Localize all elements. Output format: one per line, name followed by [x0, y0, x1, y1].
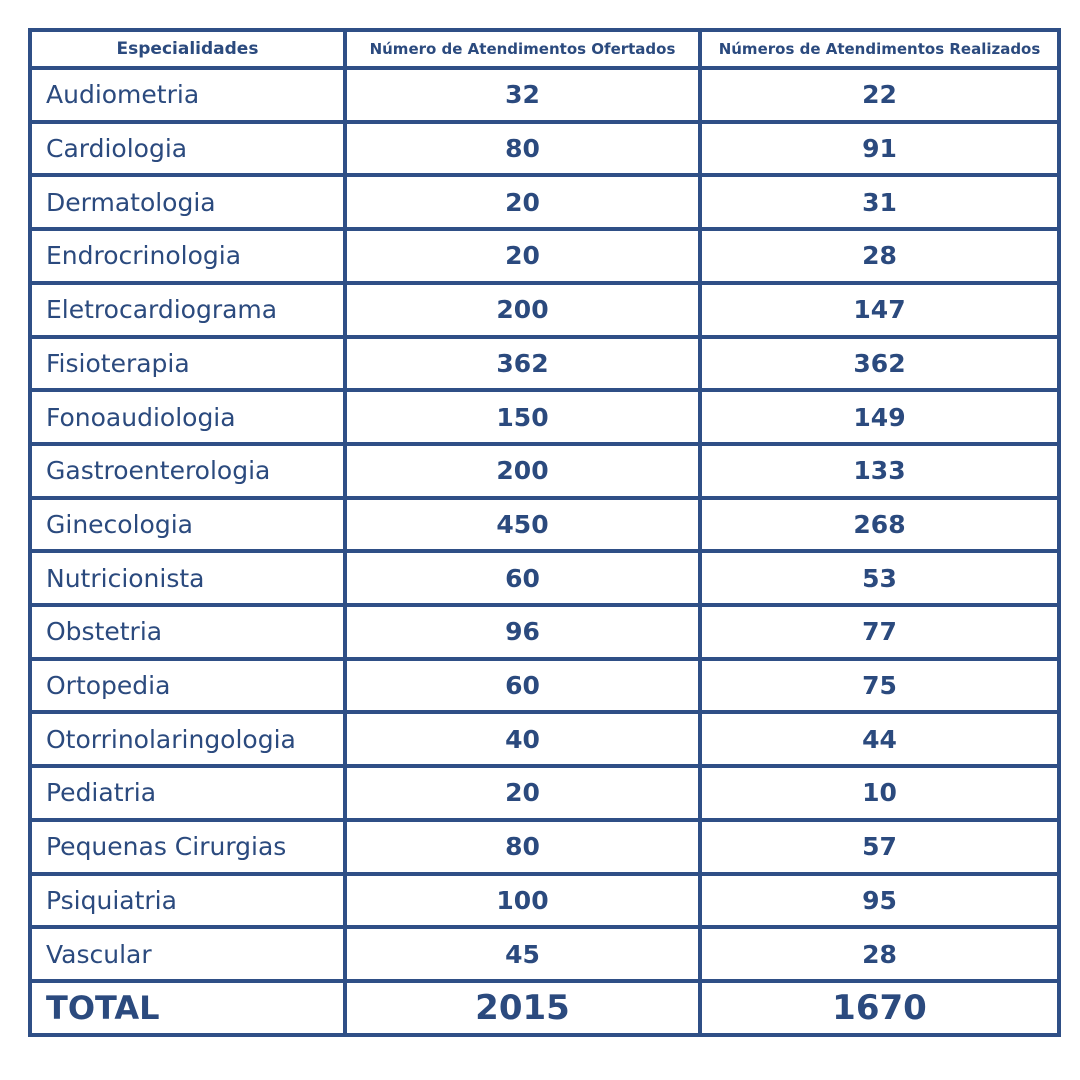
header-specialties: Especialidades [30, 30, 345, 68]
offered-cell: 100 [345, 874, 700, 928]
offered-cell: 150 [345, 390, 700, 444]
table-row [30, 551, 1059, 605]
done-cell: 95 [700, 874, 1059, 928]
specialty-cell: Audiometria [30, 68, 345, 122]
offered-cell: 60 [345, 659, 700, 713]
specialty-cell: Eletrocardiograma [30, 283, 345, 337]
table-row [30, 122, 1059, 176]
specialty-cell: Pediatria [30, 766, 345, 820]
done-cell: 133 [700, 444, 1059, 498]
specialty-cell: Fonoaudiologia [30, 390, 345, 444]
specialty-cell: Cardiologia [30, 122, 345, 176]
offered-cell: 32 [345, 68, 700, 122]
table-row [30, 820, 1059, 874]
specialty-cell: Otorrinolaringologia [30, 712, 345, 766]
offered-cell: 200 [345, 444, 700, 498]
table-row [30, 175, 1059, 229]
table-row [30, 444, 1059, 498]
done-cell: 57 [700, 820, 1059, 874]
total-label: TOTAL [30, 981, 345, 1035]
table-row [30, 605, 1059, 659]
offered-cell: 450 [345, 498, 700, 552]
done-cell: 77 [700, 605, 1059, 659]
table-row [30, 874, 1059, 928]
done-cell: 53 [700, 551, 1059, 605]
table-row [30, 927, 1059, 981]
done-cell: 75 [700, 659, 1059, 713]
specialty-cell: Dermatologia [30, 175, 345, 229]
table-row [30, 229, 1059, 283]
specialty-cell: Fisioterapia [30, 337, 345, 391]
specialty-cell: Gastroenterologia [30, 444, 345, 498]
done-cell: 147 [700, 283, 1059, 337]
offered-cell: 20 [345, 766, 700, 820]
attendance-table [28, 28, 1061, 1037]
table-body [30, 68, 1059, 981]
table-row [30, 68, 1059, 122]
specialty-cell: Nutricionista [30, 551, 345, 605]
table-row [30, 390, 1059, 444]
done-cell: 44 [700, 712, 1059, 766]
offered-cell: 20 [345, 175, 700, 229]
specialty-cell: Obstetria [30, 605, 345, 659]
header-done: Números de Atendimentos Realizados [700, 30, 1059, 68]
specialty-cell: Ginecologia [30, 498, 345, 552]
table-row [30, 498, 1059, 552]
total-row [30, 981, 1059, 1035]
offered-cell: 200 [345, 283, 700, 337]
header-offered: Número de Atendimentos Ofertados [345, 30, 700, 68]
offered-cell: 45 [345, 927, 700, 981]
done-cell: 91 [700, 122, 1059, 176]
done-cell: 28 [700, 927, 1059, 981]
offered-cell: 20 [345, 229, 700, 283]
table-row [30, 659, 1059, 713]
offered-cell: 96 [345, 605, 700, 659]
done-cell: 31 [700, 175, 1059, 229]
table-row [30, 766, 1059, 820]
offered-cell: 80 [345, 122, 700, 176]
done-cell: 149 [700, 390, 1059, 444]
done-cell: 22 [700, 68, 1059, 122]
specialty-cell: Vascular [30, 927, 345, 981]
specialty-cell: Ortopedia [30, 659, 345, 713]
attendance-table-container [28, 28, 1057, 1037]
offered-cell: 362 [345, 337, 700, 391]
table-header-row [30, 30, 1059, 68]
table-row [30, 712, 1059, 766]
specialty-cell: Psiquiatria [30, 874, 345, 928]
done-cell: 28 [700, 229, 1059, 283]
specialty-cell: Pequenas Cirurgias [30, 820, 345, 874]
specialty-cell: Endrocrinologia [30, 229, 345, 283]
done-cell: 10 [700, 766, 1059, 820]
total-offered: 2015 [345, 981, 700, 1035]
total-done: 1670 [700, 981, 1059, 1035]
offered-cell: 80 [345, 820, 700, 874]
table-row [30, 337, 1059, 391]
table-row [30, 283, 1059, 337]
done-cell: 362 [700, 337, 1059, 391]
offered-cell: 40 [345, 712, 700, 766]
done-cell: 268 [700, 498, 1059, 552]
offered-cell: 60 [345, 551, 700, 605]
